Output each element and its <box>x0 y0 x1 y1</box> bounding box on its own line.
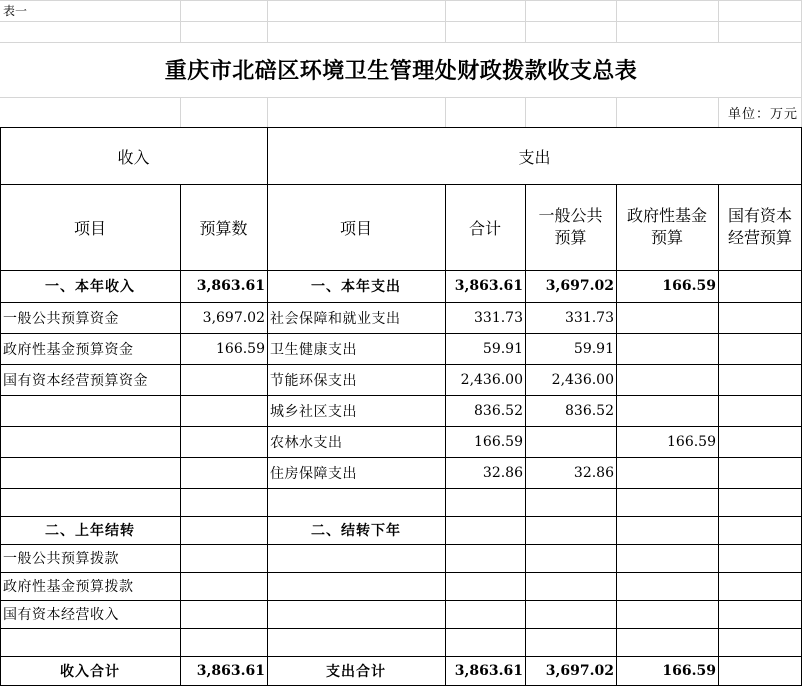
cell-fund <box>616 572 718 600</box>
cell-general <box>525 516 616 544</box>
cell-in-val: 3,697.02 <box>202 309 265 326</box>
income-group-header: 收入 <box>117 147 150 167</box>
gridline-v <box>180 97 181 127</box>
cell-state <box>718 426 802 457</box>
cell-in-val <box>180 364 267 395</box>
cell-total <box>445 572 525 600</box>
col-general-budget: 一般公共预算 <box>538 206 603 247</box>
cell-in-item: 一、本年收入 <box>45 279 135 295</box>
col-state-capital-budget: 国有资本经营预算 <box>728 206 793 247</box>
cell-state <box>718 600 802 628</box>
gridline-v <box>267 97 268 127</box>
cell-total: 3,863.61 <box>454 278 523 294</box>
table-title: 重庆市北碚区环境卫生管理处财政拨款收支总表 <box>164 58 638 84</box>
cell-in-item <box>0 488 180 516</box>
cell-in-val <box>180 457 267 488</box>
cell-in-val <box>180 516 267 544</box>
cell-in-val <box>180 600 267 628</box>
cell-fund <box>616 600 718 628</box>
cell-ex-item: 二、结转下年 <box>311 523 401 539</box>
cell-state <box>718 270 802 302</box>
cell-in-item: 收入合计 <box>60 664 120 680</box>
cell-fund <box>616 302 718 333</box>
cell-total: 331.73 <box>474 309 523 326</box>
gridline-v <box>445 97 446 127</box>
gridline-h <box>0 21 802 22</box>
gridline-v <box>525 0 526 42</box>
cell-ex-item: 卫生健康支出 <box>270 341 357 358</box>
cell-in-val: 3,863.61 <box>196 663 265 679</box>
cell-total <box>445 600 525 628</box>
cell-ex-item: 社会保障和就业支出 <box>270 310 401 327</box>
cell-ex-item <box>267 628 445 656</box>
cell-general: 59.91 <box>573 340 614 357</box>
cell-general <box>525 544 616 572</box>
gridline-v <box>718 0 719 42</box>
cell-total <box>445 488 525 516</box>
cell-state <box>718 364 802 395</box>
cell-state <box>718 302 802 333</box>
col-income-budget: 预算数 <box>199 218 248 238</box>
cell-fund <box>616 628 718 656</box>
cell-state <box>718 544 802 572</box>
cell-in-item <box>0 628 180 656</box>
table-number: 表一 <box>3 4 28 18</box>
cell-in-item <box>0 457 180 488</box>
cell-state <box>718 572 802 600</box>
cell-state <box>718 516 802 544</box>
cell-state <box>718 333 802 364</box>
gridline-v <box>525 97 526 127</box>
cell-state <box>718 395 802 426</box>
cell-general: 2,436.00 <box>551 371 614 388</box>
gridline-v <box>616 97 617 127</box>
cell-state <box>718 488 802 516</box>
cell-general <box>525 572 616 600</box>
cell-general: 3,697.02 <box>545 663 614 679</box>
cell-in-val: 166.59 <box>216 340 265 357</box>
cell-in-item: 国有资本经营预算资金 <box>3 372 148 389</box>
cell-ex-item: 农林水支出 <box>270 434 343 451</box>
cell-total <box>445 516 525 544</box>
cell-ex-item <box>267 488 445 516</box>
cell-general <box>525 426 616 457</box>
cell-fund: 166.59 <box>667 433 716 450</box>
cell-total <box>445 628 525 656</box>
cell-state <box>718 656 802 686</box>
cell-ex-item: 节能环保支出 <box>270 372 357 389</box>
cell-in-item <box>0 395 180 426</box>
cell-fund <box>616 333 718 364</box>
cell-fund <box>616 395 718 426</box>
col-fund-budget: 政府性基金预算 <box>626 206 707 247</box>
cell-in-val <box>180 426 267 457</box>
cell-fund <box>616 516 718 544</box>
cell-in-item: 二、上年结转 <box>45 523 135 539</box>
cell-general <box>525 600 616 628</box>
expense-group-header: 支出 <box>518 147 551 167</box>
cell-state <box>718 628 802 656</box>
cell-in-val <box>180 544 267 572</box>
cell-in-item: 国有资本经营收入 <box>3 607 119 623</box>
cell-ex-item: 一、本年支出 <box>311 279 401 295</box>
cell-in-item <box>0 426 180 457</box>
cell-total: 59.91 <box>482 340 523 357</box>
cell-in-item: 一般公共预算拨款 <box>3 551 119 567</box>
cell-ex-item: 住房保障支出 <box>270 465 357 482</box>
cell-ex-item: 城乡社区支出 <box>270 403 357 420</box>
col-expense-item: 项目 <box>339 218 372 238</box>
cell-ex-item <box>267 572 445 600</box>
cell-total: 2,436.00 <box>460 371 523 388</box>
cell-general: 331.73 <box>565 309 614 326</box>
cell-total: 3,863.61 <box>454 663 523 679</box>
cell-in-val <box>180 488 267 516</box>
cell-total: 166.59 <box>474 433 523 450</box>
cell-in-item: 政府性基金预算资金 <box>3 341 134 358</box>
cell-total <box>445 544 525 572</box>
cell-in-val <box>180 395 267 426</box>
cell-ex-item: 支出合计 <box>326 664 386 680</box>
cell-ex-item <box>267 600 445 628</box>
cell-in-val: 3,863.61 <box>196 278 265 294</box>
cell-general <box>525 628 616 656</box>
cell-fund: 166.59 <box>662 278 716 294</box>
unit-label: 单位：万元 <box>727 106 798 122</box>
cell-general: 836.52 <box>565 402 614 419</box>
gridline-v <box>267 0 268 42</box>
cell-in-item: 一般公共预算资金 <box>3 310 119 327</box>
cell-fund <box>616 544 718 572</box>
cell-in-item: 政府性基金预算拨款 <box>3 579 134 595</box>
cell-ex-item <box>267 544 445 572</box>
cell-general: 3,697.02 <box>545 278 614 294</box>
col-total: 合计 <box>468 218 501 238</box>
cell-fund: 166.59 <box>662 663 716 679</box>
cell-in-val <box>180 572 267 600</box>
cell-total: 836.52 <box>474 402 523 419</box>
cell-total: 32.86 <box>482 464 523 481</box>
cell-fund <box>616 364 718 395</box>
cell-state <box>718 457 802 488</box>
gridline-v <box>180 0 181 42</box>
cell-general <box>525 488 616 516</box>
cell-fund <box>616 457 718 488</box>
cell-fund <box>616 488 718 516</box>
col-income-item: 项目 <box>73 218 106 238</box>
cell-general: 32.86 <box>573 464 614 481</box>
gridline-v <box>616 0 617 42</box>
cell-in-val <box>180 628 267 656</box>
gridline-v <box>445 0 446 42</box>
